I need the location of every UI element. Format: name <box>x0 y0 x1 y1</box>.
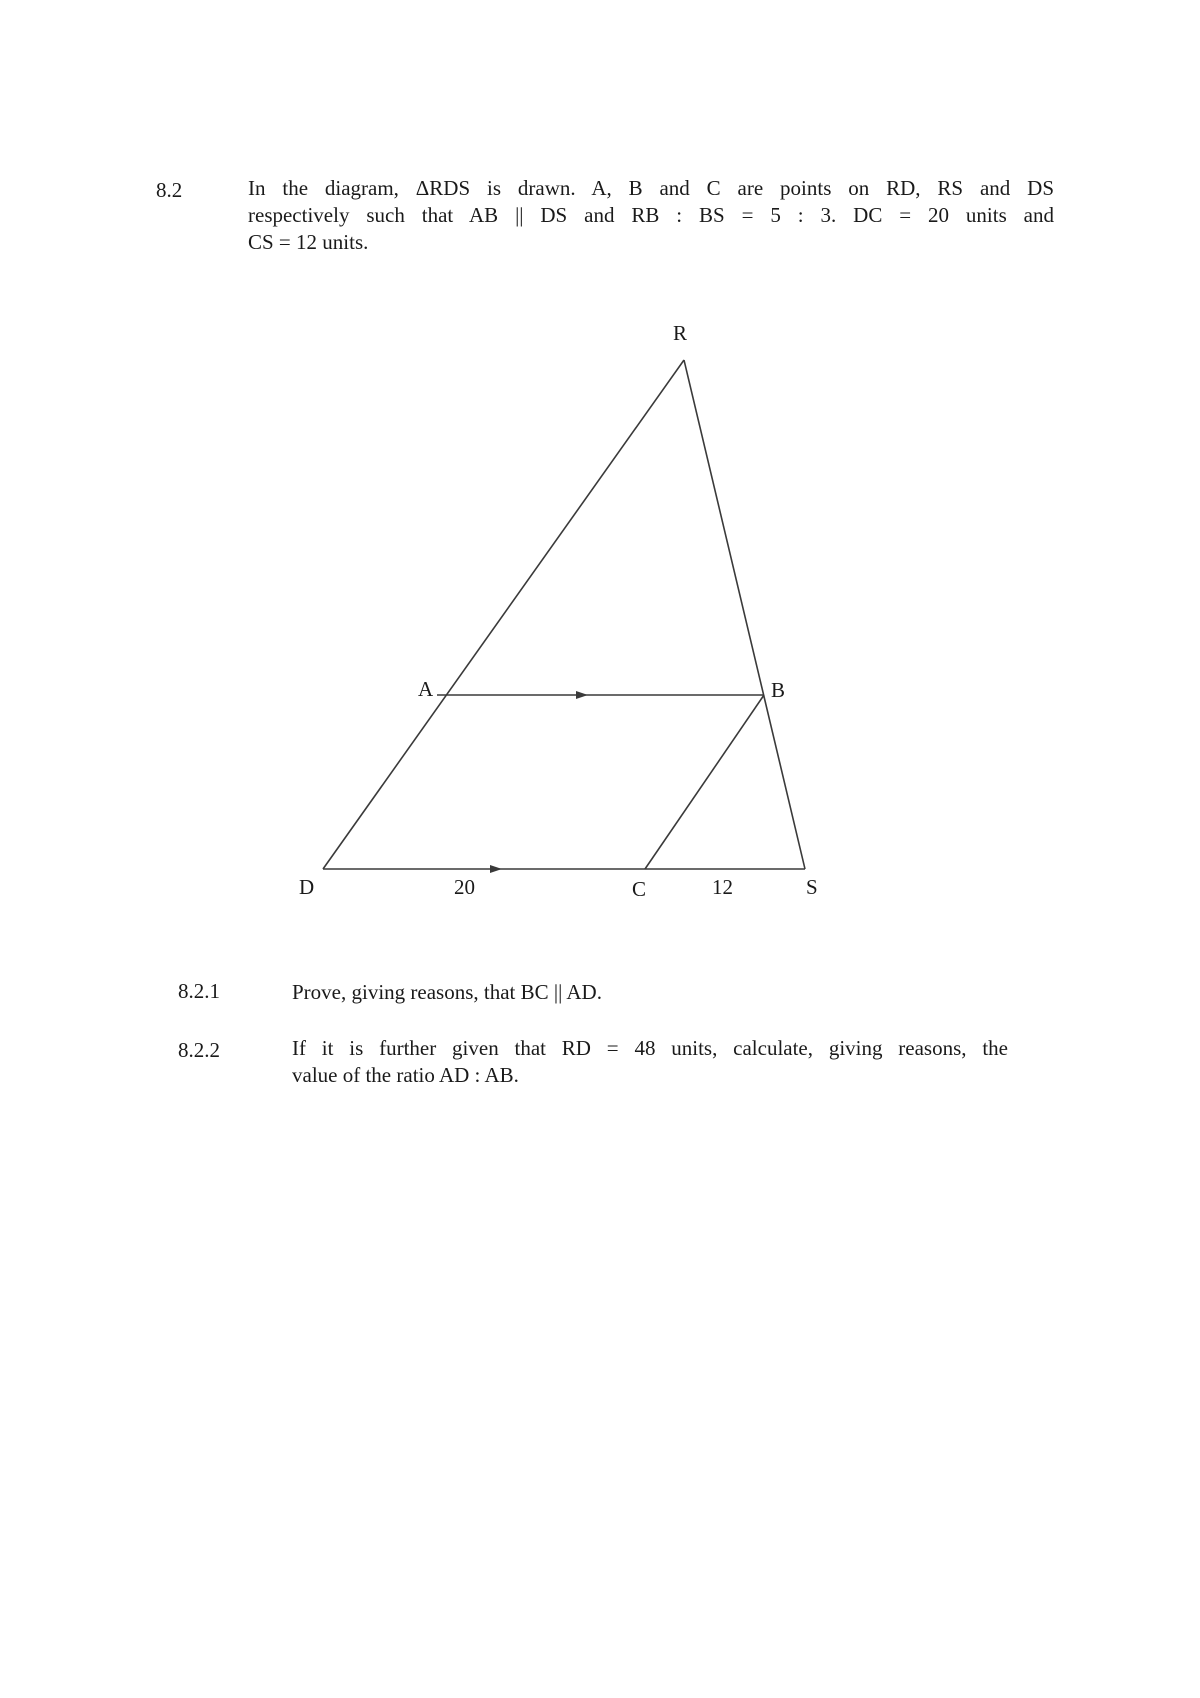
subquestion-text-1 <box>292 979 1008 1006</box>
segment-bc <box>645 695 764 869</box>
label-a: A <box>418 677 434 701</box>
question-line-2: respectively such that AB || DS and RB : BS = 5 : 3. DC = 20 units and <box>248 203 1054 227</box>
label-d: D <box>299 875 315 899</box>
subquestion-2-line-2: value of the ratio AD : AB. <box>292 1063 519 1087</box>
question-line-3: CS = 12 units. <box>248 230 369 254</box>
label-s: S <box>806 875 818 899</box>
subquestion-number-1: 8.2.1 <box>178 979 220 1003</box>
subquestion-1-line-1: Prove, giving reasons, that BC || AD. <box>292 980 602 1004</box>
label-c: C <box>632 877 647 901</box>
length-cs: 12 <box>712 875 733 899</box>
label-b: B <box>771 678 786 702</box>
label-r: R <box>673 321 688 345</box>
question-number: 8.2 <box>156 178 183 202</box>
subquestion-number-2: 8.2.2 <box>178 1038 220 1062</box>
side-rd <box>323 360 684 869</box>
question-line-1: In the diagram, ΔRDS is drawn. A, B and C are points on RD, RS and DS <box>248 176 1054 200</box>
subquestion-2-line-1: If it is further given that RD = 48 units, calculate, giving reasons, the <box>292 1036 1008 1060</box>
subquestion-text-2 <box>292 1035 1008 1089</box>
parallel-arrow-ds <box>490 865 502 873</box>
parallel-arrow-ab <box>576 691 588 699</box>
length-dc: 20 <box>454 875 475 899</box>
side-rs <box>684 360 805 869</box>
